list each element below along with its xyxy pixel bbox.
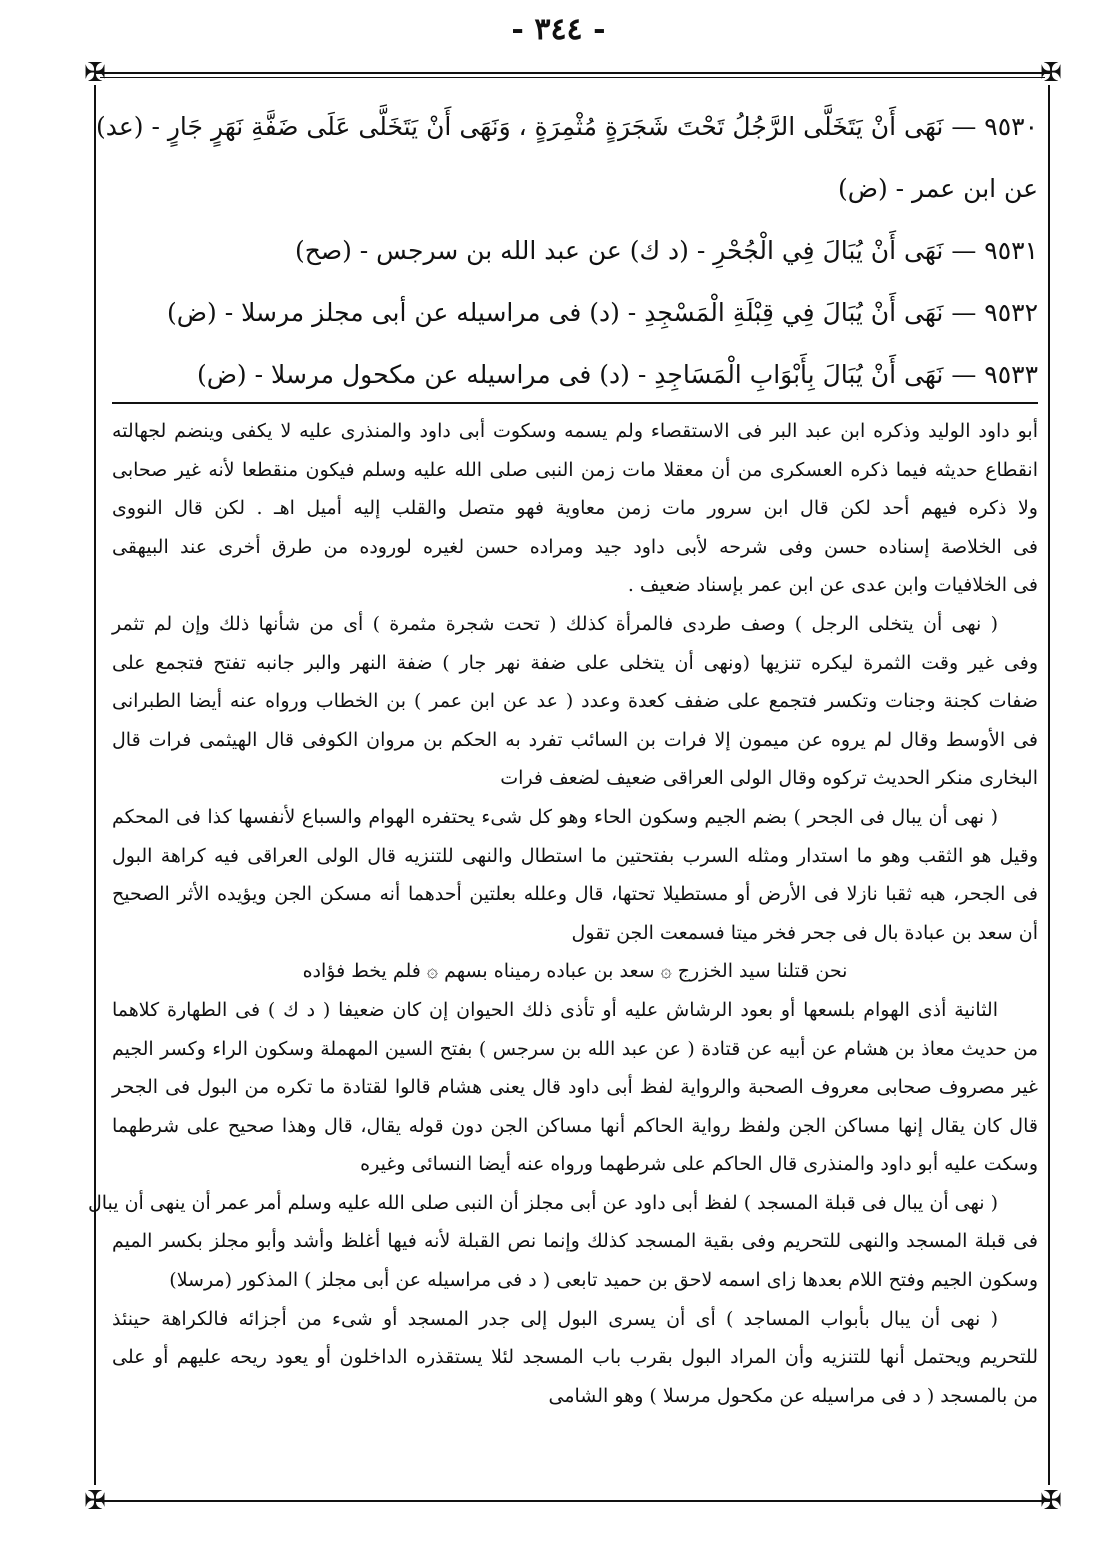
commentary-line: وسكون الجيم وفتح اللام بعدها زاى اسمه لاحق بن حميد تابعى ( د فى مراسيله عن أبى مجلز ) المذكور (مرسلا) xyxy=(169,1269,1038,1292)
corner-ornament-icon: ✠ xyxy=(1040,58,1062,88)
page-number: - ٣٤٤ - xyxy=(511,12,606,47)
hadith-9531: ٩٥٣١ — نَهَى أَنْ يُبَالَ فِي الْجُحْرِ - (د ك) عن عبد الله بن سرجس - (صح) xyxy=(294,236,1038,265)
poetry-verse: نحن قتلنا سيد الخزرج ۞ سعد بن عباده رميناه بسهم ۞ فلم يخط فؤاده xyxy=(302,960,848,983)
commentary-paragraph xyxy=(112,412,1038,605)
commentary-line: ( نهى أن يبال فى قبلة المسجد ) لفظ أبى داود عن أبى مجلز أن النبى صلى الله عليه وسلم أمر عمر أن ينهى أن يبال xyxy=(87,1191,998,1214)
commentary-line: الثانية أذى الهوام بلسعها أو بعود الرشاش عليه أو تأذى ذلك الحيوان إن كان ضعيفا ( د ك ) فى الطهارة كلاهما xyxy=(112,998,998,1021)
commentary-line: أبو داود الوليد وذكره ابن عبد البر فى الاستقصاء ولم يسمه وسكوت أبى داود والمنذرى عليه لا يكفى وينضم لجهالته xyxy=(112,420,1038,442)
commentary-line: فى الخلاصة إسناده حسن وفى شرحه لأبى داود جيد ومراده حسن لغيره لوروده من طرق أخرى عند البيهقى xyxy=(112,535,1038,558)
commentary-block xyxy=(87,412,1038,1415)
hadith-block xyxy=(95,96,1038,406)
commentary-paragraph xyxy=(112,991,1038,1184)
frame-top-line xyxy=(95,72,1050,74)
commentary-line: وسكت عليه أبو داود والمنذرى قال الحاكم على شرطهما ورواه عنه أيضا النسائى وغيره xyxy=(360,1153,1038,1176)
hadith-9532: ٩٥٣٢ — نَهَى أَنْ يُبَالَ فِي قِبْلَةِ الْمَسْجِدِ - (د) فى مراسيله عن أبى مجلز مرسلا - (ض) xyxy=(167,298,1038,327)
commentary-paragraph xyxy=(87,1184,1038,1300)
commentary-line: انقطاع حديثه فيما ذكره العسكرى من أن معقلا مات زمن النبى صلى الله عليه وسلم فيكون منقطعا لأنه غير صحابى xyxy=(112,458,1038,481)
section-divider xyxy=(112,402,1038,404)
commentary-line: ولا ذكره فيهم أحد لكن قال ابن سرور مات زمن معاوية فهو متصل والقلب إليه أميل اهـ . لكن قال النووى xyxy=(112,497,1038,520)
commentary-line: من بالمسجد ( د فى مراسيله عن مكحول مرسلا ) وهو الشامى xyxy=(548,1384,1038,1407)
commentary-line: ( نهى أن يتخلى الرجل ) وصف طردى فالمرأة كذلك ( تحت شجرة مثمرة ) أى من شأنها ذلك وإن لم تثمر xyxy=(112,612,998,635)
corner-ornament-icon: ✠ xyxy=(84,58,106,88)
commentary-line: للتحريم ويحتمل أنها للتنزيه وأن المراد البول بقرب باب المسجد لئلا يستقذره الداخلون أو يعود ريحه عليهم أو على xyxy=(112,1346,1038,1369)
corner-ornament-icon: ✠ xyxy=(84,1486,106,1516)
commentary-line: من حديث معاذ بن هشام عن أبيه عن قتادة ( عن عبد الله بن سرجس ) بفتح السين المهملة وسكون الراء وكسر الجيم xyxy=(112,1037,1038,1060)
commentary-line: غير مصروف صحابى معروف الصحبة والرواية لفظ أبى داود قال يعنى هشام قالوا لقتادة ما تكره من البول فى الجحر xyxy=(112,1076,1038,1099)
commentary-line: البخارى منكر الحديث تركوه وقال الولى العراقى ضعيف لضعف فرات xyxy=(500,767,1038,790)
commentary-paragraph xyxy=(112,798,1038,952)
frame-right-line xyxy=(1048,85,1050,1485)
commentary-line: فى الجحر، هبه ثقبا نازلا فى الأرض أو مستطيلا تحتها، قال وعلله بعلتين أحدهما أنه مسكن الجن ويؤيده الأثر الصحيح xyxy=(112,883,1038,906)
commentary-line: فى قبلة المسجد والنهى للتحريم وفى بقية المسجد كذلك وإنما نص القبلة لأنه فيها أغلظ وأشد وأبو مجلز بكسر الميم xyxy=(112,1230,1038,1253)
commentary-line: ضفات كجنة وجنات وتكسر فتجمع على ضفف كعدة وعدد ( عد عن ابن عمر ) بن الخطاب ورواه عنه أيضا الطبرانى xyxy=(112,690,1038,713)
commentary-paragraph xyxy=(112,1300,1038,1416)
hadith-9530-line-1: ٩٥٣٠ — نَهَى أَنْ يَتَخَلَّى الرَّجُلُ تَحْتَ شَجَرَةٍ مُثْمِرَةٍ ، وَنَهَى أَنْ يَتَخَلَّى عَلَى ضَفَّةِ نَهَرٍ جَارٍ - (عد) xyxy=(95,112,1038,141)
commentary-line: أن سعد بن عبادة بال فى جحر فخر ميتا فسمعت الجن تقول xyxy=(571,921,1038,944)
hadith-9533: ٩٥٣٣ — نَهَى أَنْ يُبَالَ بِأَبْوَابِ الْمَسَاجِدِ - (د) فى مراسيله عن مكحول مرسلا - (ض) xyxy=(196,360,1038,389)
commentary-line: ( نهى أن يبال بأبواب المساجد ) أى أن يسرى البول إلى جدر المسجد أو شىء من أجزائه فالكراهة حينئذ xyxy=(112,1307,998,1330)
commentary-line: وقيل هو الثقب وهو ما استدار ومثله السرب بفتحتين ما استطال والنهى للتنزيه قال الولى العراقى فيه كراهة البول xyxy=(112,844,1038,867)
commentary-line: فى الأوسط وقال لم يروه عن ميمون إلا فرات بن السائب تفرد به الحكم بن مروان الكوفى قال الهيثمى فرات قال xyxy=(112,728,1038,751)
frame-bottom-line xyxy=(95,1500,1050,1502)
commentary-line: وفى غير وقت الثمرة ليكره تنزيها (ونهى أن يتخلى على ضفة نهر جار ) ضفة النهر والبر جانبه تفتح فتجمع على xyxy=(112,651,1038,674)
corner-ornament-icon: ✠ xyxy=(1040,1486,1062,1516)
commentary-paragraph xyxy=(112,605,1038,798)
commentary-line: فى الخلافيات وابن عدى عن ابن عمر بإسناد ضعيف . xyxy=(627,574,1038,597)
frame-top-line-inner xyxy=(100,77,1045,78)
commentary-line: ( نهى أن يبال فى الجحر ) بضم الجيم وسكون الحاء وهو كل شىء يحتفره الهوام والسباع لأنفسها كذا فى المحكم xyxy=(112,805,998,828)
hadith-9530-line-2: عن ابن عمر - (ض) xyxy=(837,174,1038,203)
frame-left-line xyxy=(94,85,96,1485)
commentary-line: قال كان يقال إنها مساكن الجن ولفظ رواية الحاكم أنها مساكن الجن دون قوله يقال، قال وهذا صحيح على شرطهما xyxy=(112,1114,1038,1137)
